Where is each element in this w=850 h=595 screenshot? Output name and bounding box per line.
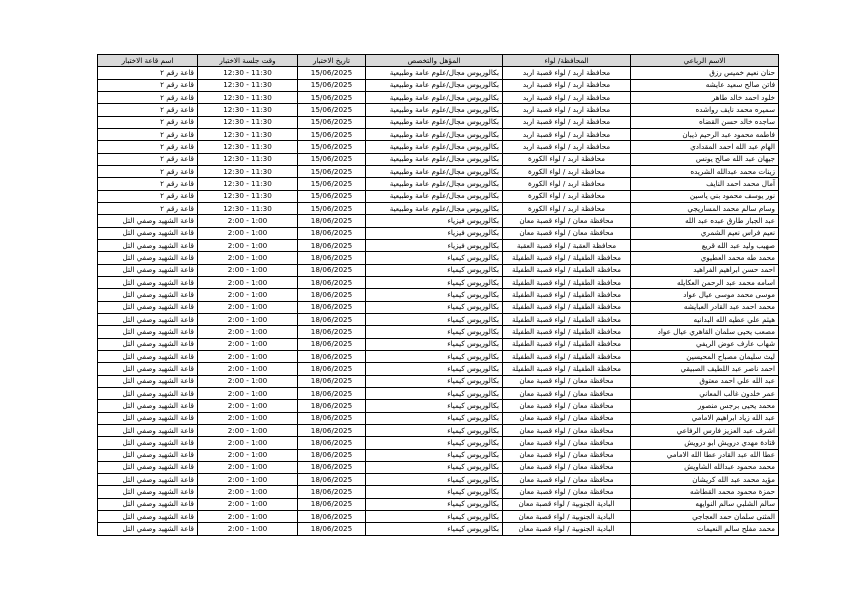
cell-full-name: صهيب وليد عبد الله قريع xyxy=(631,239,779,251)
cell-exam-date: 15/06/2025 xyxy=(298,165,366,177)
cell-exam-date: 15/06/2025 xyxy=(298,104,366,116)
cell-qualification: بكالوريوس كيمياء xyxy=(366,326,503,338)
cell-full-name: سميره محمد نايف رواشده xyxy=(631,104,779,116)
table-row xyxy=(98,511,779,523)
cell-hall-name: قاعة الشهيد وصفي التل xyxy=(98,338,198,350)
table-row xyxy=(98,276,779,288)
table-row xyxy=(98,350,779,362)
cell-governorate: محافظة معان / لواء قصبة معان xyxy=(503,387,631,399)
cell-session-time: 1:00 - 2:00 xyxy=(198,252,298,264)
cell-qualification: بكالوريوس مجال/علوم عامة وطبيعية xyxy=(366,165,503,177)
cell-qualification: بكالوريوس مجال/علوم عامة وطبيعية xyxy=(366,104,503,116)
cell-session-time: 1:00 - 2:00 xyxy=(198,338,298,350)
cell-hall-name: قاعة الشهيد وصفي التل xyxy=(98,276,198,288)
cell-session-time: 1:00 - 2:00 xyxy=(198,276,298,288)
cell-full-name: نور يوسف محمود بني ياسين xyxy=(631,190,779,202)
cell-full-name: احمد ناصر عبد اللطيف الصبيقي xyxy=(631,363,779,375)
cell-hall-name: قاعة الشهيد وصفي التل xyxy=(98,486,198,498)
cell-session-time: 11:30 - 12:30 xyxy=(198,202,298,214)
table-row xyxy=(98,437,779,449)
cell-session-time: 11:30 - 12:30 xyxy=(198,141,298,153)
cell-governorate: محافظة الطفيلة / لواء قصبة الطفيلة xyxy=(503,276,631,288)
table-row xyxy=(98,178,779,190)
cell-qualification: بكالوريوس كيمياء xyxy=(366,486,503,498)
cell-governorate: محافظة اربد / لواء الكورة xyxy=(503,153,631,165)
cell-governorate: محافظة العقبة / لواء قصبة العقبة xyxy=(503,239,631,251)
cell-exam-date: 18/06/2025 xyxy=(298,437,366,449)
cell-full-name: احمد حسن ابراهيم الفراهيد xyxy=(631,264,779,276)
cell-session-time: 11:30 - 12:30 xyxy=(198,79,298,91)
cell-session-time: 1:00 - 2:00 xyxy=(198,424,298,436)
cell-qualification: بكالوريوس كيمياء xyxy=(366,387,503,399)
cell-full-name: موسى محمد موسى عيال عواد xyxy=(631,289,779,301)
cell-session-time: 1:00 - 2:00 xyxy=(198,301,298,313)
cell-exam-date: 18/06/2025 xyxy=(298,301,366,313)
cell-governorate: محافظة اربد / لواء قصبة اربد xyxy=(503,67,631,79)
table-row xyxy=(98,387,779,399)
table-row xyxy=(98,400,779,412)
cell-hall-name: قاعة الشهيد وصفي التل xyxy=(98,375,198,387)
cell-session-time: 1:00 - 2:00 xyxy=(198,215,298,227)
cell-hall-name: قاعة رقم ٢ xyxy=(98,153,198,165)
cell-exam-date: 15/06/2025 xyxy=(298,141,366,153)
cell-hall-name: قاعة رقم ٢ xyxy=(98,202,198,214)
cell-exam-date: 15/06/2025 xyxy=(298,91,366,103)
cell-full-name: محمد طه محمد العطيوي xyxy=(631,252,779,264)
cell-session-time: 11:30 - 12:30 xyxy=(198,67,298,79)
cell-full-name: حمزة محمود محمد القطاشه xyxy=(631,486,779,498)
table-row xyxy=(98,252,779,264)
cell-full-name: اشرف عبد العزيز فارس الرفاعي xyxy=(631,424,779,436)
cell-hall-name: قاعة رقم ٢ xyxy=(98,165,198,177)
cell-exam-date: 18/06/2025 xyxy=(298,400,366,412)
cell-qualification: بكالوريوس فيزياء xyxy=(366,215,503,227)
exam-schedule-sheet xyxy=(97,54,779,536)
table-row xyxy=(98,363,779,375)
cell-hall-name: قاعة الشهيد وصفي التل xyxy=(98,239,198,251)
cell-full-name: عطا الله عبد القادر عطا الله الامامي xyxy=(631,449,779,461)
cell-full-name: حنان نعيم خميس رزق xyxy=(631,67,779,79)
cell-governorate: محافظة الطفيلة / لواء قصبة الطفيلة xyxy=(503,350,631,362)
table-row xyxy=(98,215,779,227)
cell-exam-date: 18/06/2025 xyxy=(298,252,366,264)
cell-governorate: محافظة الطفيلة / لواء قصبة الطفيلة xyxy=(503,289,631,301)
cell-qualification: بكالوريوس كيمياء xyxy=(366,276,503,288)
cell-session-time: 11:30 - 12:30 xyxy=(198,128,298,140)
cell-governorate: محافظة معان / لواء قصبة معان xyxy=(503,400,631,412)
table-row xyxy=(98,227,779,239)
cell-qualification: بكالوريوس كيمياء xyxy=(366,264,503,276)
cell-full-name: الهام عبد الله احمد المقدادي xyxy=(631,141,779,153)
cell-session-time: 11:30 - 12:30 xyxy=(198,153,298,165)
cell-full-name: ساجده خالد حسن القضاه xyxy=(631,116,779,128)
cell-governorate: محافظة معان / لواء قصبة معان xyxy=(503,412,631,424)
cell-full-name: شهاب عارف عوض الريفي xyxy=(631,338,779,350)
cell-session-time: 1:00 - 2:00 xyxy=(198,326,298,338)
cell-exam-date: 18/06/2025 xyxy=(298,350,366,362)
table-row xyxy=(98,326,779,338)
cell-governorate: محافظة معان / لواء قصبة معان xyxy=(503,227,631,239)
cell-full-name: عبد الله زياد ابراهيم الامامي xyxy=(631,412,779,424)
cell-exam-date: 18/06/2025 xyxy=(298,215,366,227)
table-body xyxy=(98,67,779,535)
cell-qualification: بكالوريوس كيمياء xyxy=(366,350,503,362)
cell-exam-date: 18/06/2025 xyxy=(298,289,366,301)
cell-session-time: 1:00 - 2:00 xyxy=(198,387,298,399)
cell-session-time: 1:00 - 2:00 xyxy=(198,375,298,387)
table-row xyxy=(98,128,779,140)
cell-qualification: بكالوريوس كيمياء xyxy=(366,313,503,325)
cell-exam-date: 18/06/2025 xyxy=(298,313,366,325)
cell-hall-name: قاعة الشهيد وصفي التل xyxy=(98,387,198,399)
cell-qualification: بكالوريوس مجال/علوم عامة وطبيعية xyxy=(366,79,503,91)
cell-full-name: عبد الجبار طارق عبده عبد الله xyxy=(631,215,779,227)
table-row xyxy=(98,116,779,128)
cell-session-time: 11:30 - 12:30 xyxy=(198,91,298,103)
table-row xyxy=(98,498,779,510)
cell-governorate: محافظة معان / لواء قصبة معان xyxy=(503,437,631,449)
cell-exam-date: 15/06/2025 xyxy=(298,79,366,91)
cell-qualification: بكالوريوس كيمياء xyxy=(366,363,503,375)
cell-hall-name: قاعة الشهيد وصفي التل xyxy=(98,474,198,486)
table-row xyxy=(98,461,779,473)
table-row xyxy=(98,449,779,461)
cell-exam-date: 18/06/2025 xyxy=(298,412,366,424)
cell-session-time: 11:30 - 12:30 xyxy=(198,116,298,128)
table-row xyxy=(98,190,779,202)
cell-exam-date: 18/06/2025 xyxy=(298,239,366,251)
cell-full-name: مصعب يحيى سلمان القاهري عيال عواد xyxy=(631,326,779,338)
cell-qualification: بكالوريوس كيمياء xyxy=(366,461,503,473)
cell-qualification: بكالوريوس مجال/علوم عامة وطبيعية xyxy=(366,178,503,190)
cell-exam-date: 18/06/2025 xyxy=(298,511,366,523)
cell-hall-name: قاعة الشهيد وصفي التل xyxy=(98,215,198,227)
cell-full-name: زينات محمد عبدالله الشريده xyxy=(631,165,779,177)
cell-hall-name: قاعة الشهيد وصفي التل xyxy=(98,461,198,473)
cell-exam-date: 18/06/2025 xyxy=(298,461,366,473)
cell-exam-date: 18/06/2025 xyxy=(298,326,366,338)
header-exam-date: تاريخ الاختبار xyxy=(298,55,366,67)
cell-hall-name: قاعة الشهيد وصفي التل xyxy=(98,227,198,239)
cell-hall-name: قاعة رقم ٢ xyxy=(98,190,198,202)
cell-governorate: محافظة الطفيلة / لواء قصبة الطفيلة xyxy=(503,313,631,325)
table-row xyxy=(98,301,779,313)
cell-qualification: بكالوريوس مجال/علوم عامة وطبيعية xyxy=(366,67,503,79)
header-governorate: المحافظة/ لواء xyxy=(503,55,631,67)
cell-qualification: بكالوريوس فيزياء xyxy=(366,227,503,239)
cell-full-name: محمد محمود عبدالله الشاويش xyxy=(631,461,779,473)
cell-exam-date: 15/06/2025 xyxy=(298,202,366,214)
cell-qualification: بكالوريوس مجال/علوم عامة وطبيعية xyxy=(366,128,503,140)
cell-exam-date: 18/06/2025 xyxy=(298,474,366,486)
cell-hall-name: قاعة رقم ٢ xyxy=(98,128,198,140)
cell-governorate: محافظة معان / لواء قصبة معان xyxy=(503,215,631,227)
cell-session-time: 1:00 - 2:00 xyxy=(198,498,298,510)
cell-qualification: بكالوريوس كيمياء xyxy=(366,301,503,313)
cell-hall-name: قاعة رقم ٢ xyxy=(98,141,198,153)
cell-governorate: محافظة اربد / لواء قصبة اربد xyxy=(503,79,631,91)
table-row xyxy=(98,239,779,251)
cell-exam-date: 18/06/2025 xyxy=(298,375,366,387)
cell-full-name: المثنى سلمان حمد العجاجي xyxy=(631,511,779,523)
cell-governorate: محافظة معان / لواء قصبة معان xyxy=(503,486,631,498)
cell-full-name: قتادة مهدي درويش ابو درويش xyxy=(631,437,779,449)
cell-governorate: محافظة الطفيلة / لواء قصبة الطفيلة xyxy=(503,338,631,350)
cell-full-name: مؤيد محمد عبد الله كريشان xyxy=(631,474,779,486)
cell-governorate: محافظة اربد / لواء الكورة xyxy=(503,178,631,190)
cell-governorate: محافظة اربد / لواء الكورة xyxy=(503,190,631,202)
header-session-time: وقت جلسة الاختبار xyxy=(198,55,298,67)
cell-session-time: 1:00 - 2:00 xyxy=(198,313,298,325)
cell-session-time: 1:00 - 2:00 xyxy=(198,461,298,473)
cell-hall-name: قاعة الشهيد وصفي التل xyxy=(98,350,198,362)
table-row xyxy=(98,424,779,436)
cell-qualification: بكالوريوس مجال/علوم عامة وطبيعية xyxy=(366,116,503,128)
table-row xyxy=(98,486,779,498)
cell-governorate: محافظة اربد / لواء الكورة xyxy=(503,165,631,177)
cell-session-time: 1:00 - 2:00 xyxy=(198,437,298,449)
cell-exam-date: 15/06/2025 xyxy=(298,67,366,79)
cell-governorate: محافظة اربد / لواء الكورة xyxy=(503,202,631,214)
cell-governorate: محافظة اربد / لواء قصبة اربد xyxy=(503,141,631,153)
cell-hall-name: قاعة الشهيد وصفي التل xyxy=(98,424,198,436)
cell-exam-date: 18/06/2025 xyxy=(298,227,366,239)
cell-hall-name: قاعة الشهيد وصفي التل xyxy=(98,437,198,449)
cell-qualification: بكالوريوس كيمياء xyxy=(366,523,503,535)
cell-exam-date: 15/06/2025 xyxy=(298,116,366,128)
cell-hall-name: قاعة رقم ٢ xyxy=(98,79,198,91)
cell-hall-name: قاعة رقم ٢ xyxy=(98,67,198,79)
cell-exam-date: 18/06/2025 xyxy=(298,338,366,350)
cell-hall-name: قاعة رقم ٢ xyxy=(98,178,198,190)
table-row xyxy=(98,338,779,350)
cell-full-name: ليث سليمان مصباح المحيسين xyxy=(631,350,779,362)
cell-governorate: البادية الجنوبية / لواء قصبة معان xyxy=(503,523,631,535)
cell-governorate: محافظة الطفيلة / لواء قصبة الطفيلة xyxy=(503,264,631,276)
cell-session-time: 1:00 - 2:00 xyxy=(198,449,298,461)
cell-exam-date: 15/06/2025 xyxy=(298,153,366,165)
cell-hall-name: قاعة الشهيد وصفي التل xyxy=(98,326,198,338)
table-row xyxy=(98,289,779,301)
cell-governorate: محافظة الطفيلة / لواء قصبة الطفيلة xyxy=(503,301,631,313)
cell-governorate: محافظة معان / لواء قصبة معان xyxy=(503,461,631,473)
cell-governorate: محافظة الطفيلة / لواء قصبة الطفيلة xyxy=(503,252,631,264)
header-hall-name: اسم قاعة الاختبار xyxy=(98,55,198,67)
cell-qualification: بكالوريوس مجال/علوم عامة وطبيعية xyxy=(366,202,503,214)
cell-full-name: عمر خلدون غالب المعاني xyxy=(631,387,779,399)
cell-hall-name: قاعة رقم ٢ xyxy=(98,116,198,128)
cell-qualification: بكالوريوس مجال/علوم عامة وطبيعية xyxy=(366,153,503,165)
cell-qualification: بكالوريوس كيمياء xyxy=(366,412,503,424)
table-row xyxy=(98,141,779,153)
cell-governorate: محافظة اربد / لواء قصبة اربد xyxy=(503,128,631,140)
cell-session-time: 11:30 - 12:30 xyxy=(198,178,298,190)
table-row xyxy=(98,165,779,177)
cell-governorate: البادية الجنوبية / لواء قصبة معان xyxy=(503,498,631,510)
cell-qualification: بكالوريوس مجال/علوم عامة وطبيعية xyxy=(366,190,503,202)
cell-qualification: بكالوريوس كيمياء xyxy=(366,437,503,449)
cell-exam-date: 18/06/2025 xyxy=(298,264,366,276)
cell-exam-date: 18/06/2025 xyxy=(298,523,366,535)
cell-full-name: اسامه محمد عبد الرحمن العكايله xyxy=(631,276,779,288)
cell-session-time: 11:30 - 12:30 xyxy=(198,190,298,202)
cell-qualification: بكالوريوس كيمياء xyxy=(366,252,503,264)
cell-qualification: بكالوريوس مجال/علوم عامة وطبيعية xyxy=(366,91,503,103)
table-row xyxy=(98,67,779,79)
table-row xyxy=(98,474,779,486)
cell-qualification: بكالوريوس كيمياء xyxy=(366,400,503,412)
cell-session-time: 1:00 - 2:00 xyxy=(198,523,298,535)
cell-session-time: 1:00 - 2:00 xyxy=(198,486,298,498)
cell-hall-name: قاعة الشهيد وصفي التل xyxy=(98,511,198,523)
cell-exam-date: 15/06/2025 xyxy=(298,128,366,140)
cell-full-name: عبد الله علي احمد معتوق xyxy=(631,375,779,387)
cell-full-name: خلود احمد خالد طاهر xyxy=(631,91,779,103)
table-row xyxy=(98,523,779,535)
cell-hall-name: قاعة رقم ٢ xyxy=(98,91,198,103)
cell-full-name: سالم الشلبي سالم النوايهه xyxy=(631,498,779,510)
cell-hall-name: قاعة الشهيد وصفي التل xyxy=(98,264,198,276)
table-row xyxy=(98,104,779,116)
cell-governorate: محافظة الطفيلة / لواء قصبة الطفيلة xyxy=(503,326,631,338)
cell-hall-name: قاعة الشهيد وصفي التل xyxy=(98,400,198,412)
cell-qualification: بكالوريوس كيمياء xyxy=(366,289,503,301)
cell-hall-name: قاعة رقم ٢ xyxy=(98,104,198,116)
cell-governorate: محافظة معان / لواء قصبة معان xyxy=(503,424,631,436)
cell-exam-date: 18/06/2025 xyxy=(298,276,366,288)
cell-session-time: 11:30 - 12:30 xyxy=(198,104,298,116)
cell-exam-date: 18/06/2025 xyxy=(298,486,366,498)
cell-governorate: محافظة اربد / لواء قصبة اربد xyxy=(503,104,631,116)
cell-exam-date: 15/06/2025 xyxy=(298,178,366,190)
cell-full-name: محمد احمد عبد القادر العبايشه xyxy=(631,301,779,313)
cell-exam-date: 18/06/2025 xyxy=(298,387,366,399)
cell-hall-name: قاعة الشهيد وصفي التل xyxy=(98,252,198,264)
cell-full-name: فاتن صالح سعيد عايشه xyxy=(631,79,779,91)
table-row xyxy=(98,153,779,165)
cell-qualification: بكالوريوس كيمياء xyxy=(366,449,503,461)
table-header-row xyxy=(98,55,779,67)
cell-governorate: محافظة اربد / لواء قصبة اربد xyxy=(503,116,631,128)
table-row xyxy=(98,79,779,91)
table-row xyxy=(98,375,779,387)
cell-qualification: بكالوريوس كيمياء xyxy=(366,338,503,350)
cell-full-name: فاطمه محمود عبد الرحيم ذيبان xyxy=(631,128,779,140)
cell-full-name: هيثم علي عطيه الله البدانيه xyxy=(631,313,779,325)
table-row xyxy=(98,91,779,103)
cell-qualification: بكالوريوس مجال/علوم عامة وطبيعية xyxy=(366,141,503,153)
cell-qualification: بكالوريوس كيمياء xyxy=(366,511,503,523)
cell-session-time: 1:00 - 2:00 xyxy=(198,264,298,276)
table-row xyxy=(98,412,779,424)
cell-session-time: 1:00 - 2:00 xyxy=(198,400,298,412)
cell-hall-name: قاعة الشهيد وصفي التل xyxy=(98,523,198,535)
cell-full-name: محمد مفلح سالم النعيمات xyxy=(631,523,779,535)
cell-qualification: بكالوريوس كيمياء xyxy=(366,498,503,510)
cell-governorate: محافظة معان / لواء قصبة معان xyxy=(503,474,631,486)
cell-session-time: 1:00 - 2:00 xyxy=(198,363,298,375)
cell-hall-name: قاعة الشهيد وصفي التل xyxy=(98,289,198,301)
cell-session-time: 11:30 - 12:30 xyxy=(198,165,298,177)
cell-qualification: بكالوريوس فيزياء xyxy=(366,239,503,251)
table-row xyxy=(98,313,779,325)
cell-governorate: محافظة اربد / لواء قصبة اربد xyxy=(503,91,631,103)
cell-session-time: 1:00 - 2:00 xyxy=(198,227,298,239)
cell-full-name: جيهان عبد الله صالح يونس xyxy=(631,153,779,165)
cell-hall-name: قاعة الشهيد وصفي التل xyxy=(98,498,198,510)
cell-hall-name: قاعة الشهيد وصفي التل xyxy=(98,412,198,424)
cell-session-time: 1:00 - 2:00 xyxy=(198,412,298,424)
cell-exam-date: 18/06/2025 xyxy=(298,424,366,436)
cell-session-time: 1:00 - 2:00 xyxy=(198,239,298,251)
cell-governorate: محافظة معان / لواء قصبة معان xyxy=(503,449,631,461)
cell-exam-date: 15/06/2025 xyxy=(298,190,366,202)
cell-qualification: بكالوريوس كيمياء xyxy=(366,375,503,387)
table-row xyxy=(98,264,779,276)
cell-governorate: محافظة الطفيلة / لواء قصبة الطفيلة xyxy=(503,363,631,375)
cell-hall-name: قاعة الشهيد وصفي التل xyxy=(98,449,198,461)
cell-qualification: بكالوريوس كيمياء xyxy=(366,424,503,436)
cell-full-name: محمد يحيى برجس منصور xyxy=(631,400,779,412)
cell-session-time: 1:00 - 2:00 xyxy=(198,350,298,362)
header-qualification: المؤهل والتخصص xyxy=(366,55,503,67)
cell-governorate: البادية الجنوبية / لواء قصبة معان xyxy=(503,511,631,523)
exam-schedule-table xyxy=(97,54,779,536)
header-full-name: الاسم الرباعي xyxy=(631,55,779,67)
cell-session-time: 1:00 - 2:00 xyxy=(198,474,298,486)
cell-hall-name: قاعة الشهيد وصفي التل xyxy=(98,363,198,375)
cell-session-time: 1:00 - 2:00 xyxy=(198,511,298,523)
cell-session-time: 1:00 - 2:00 xyxy=(198,289,298,301)
cell-hall-name: قاعة الشهيد وصفي التل xyxy=(98,313,198,325)
cell-full-name: وسام سالم محمد المساريجي xyxy=(631,202,779,214)
cell-qualification: بكالوريوس كيمياء xyxy=(366,474,503,486)
cell-hall-name: قاعة الشهيد وصفي التل xyxy=(98,301,198,313)
cell-full-name: آمال محمد احمد النايف xyxy=(631,178,779,190)
cell-governorate: محافظة معان / لواء قصبة معان xyxy=(503,375,631,387)
table-row xyxy=(98,202,779,214)
cell-exam-date: 18/06/2025 xyxy=(298,498,366,510)
cell-full-name: نعيم فراس نعيم الشمري xyxy=(631,227,779,239)
cell-exam-date: 18/06/2025 xyxy=(298,449,366,461)
cell-exam-date: 18/06/2025 xyxy=(298,363,366,375)
